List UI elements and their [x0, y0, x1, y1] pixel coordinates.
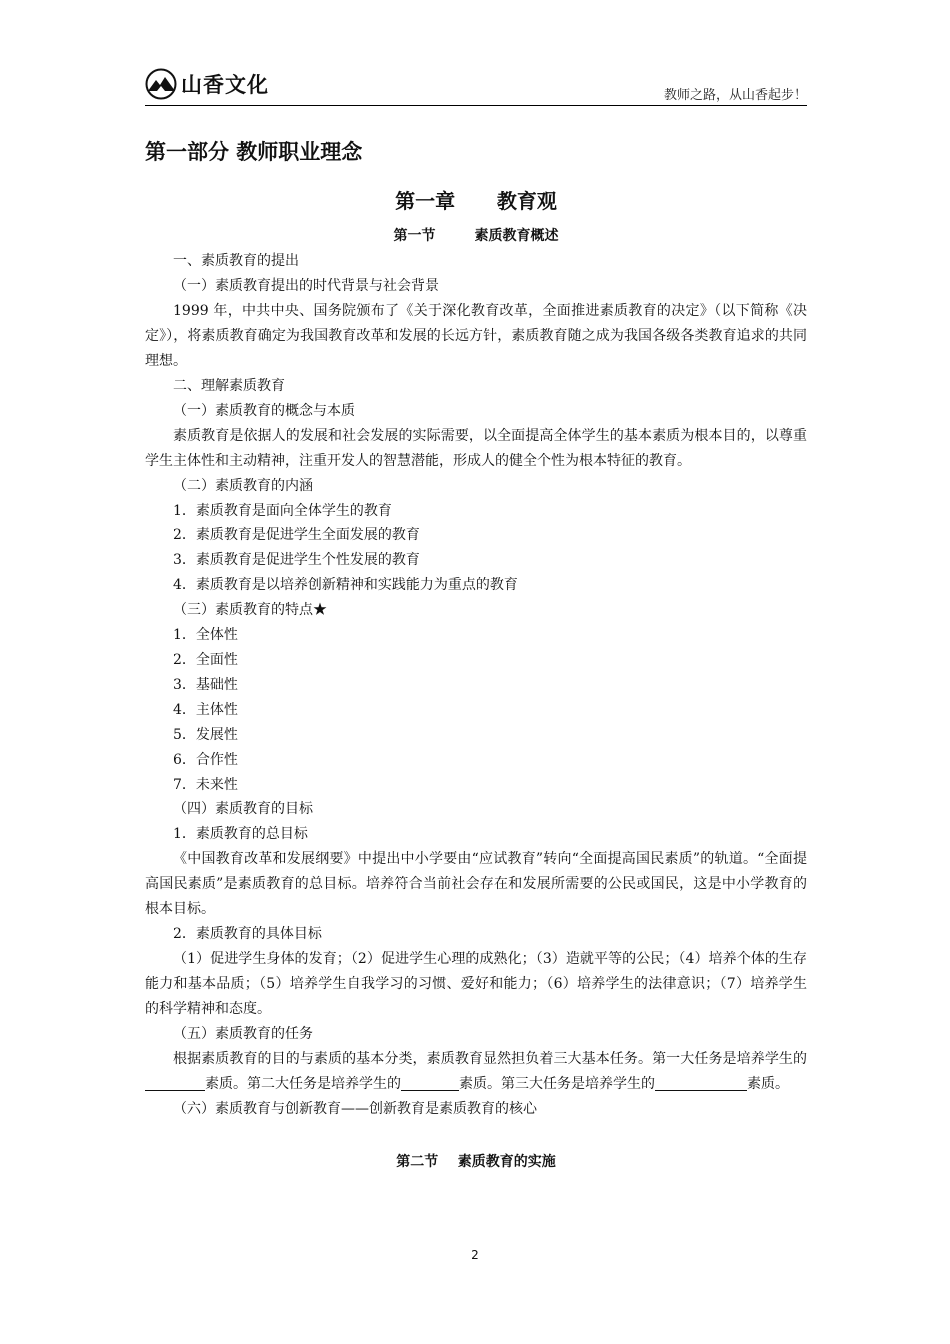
heading-level3: 2．素质教育的具体目标 — [173, 926, 322, 943]
section-title: 第一节 素质教育概述 — [393, 228, 559, 244]
paragraph-text: 根据素质教育的目的与素质的基本分类，素质教育显然担负着三大基本任务。第一大任务是培养学生的 — [173, 1051, 807, 1068]
logo-text: 山香文化 — [181, 73, 269, 97]
section-title: 第二节 素质教育的实施 — [396, 1153, 556, 1170]
document-body — [145, 137, 807, 1175]
list-item: 5．发展性 — [173, 726, 238, 743]
heading-level2: （六）素质教育与创新教育——创新教育是素质教育的核心 — [173, 1101, 537, 1118]
paragraph: （1）促进学生身体的发育；（2）促进学生心理的成熟化；（3）造就平等的公民；（4）培养个体的生存能力和基本品质；（5）培养学生自我学习的习惯、爱好和能力；（6）培养学生的法律意识；（7）培养学生的科学精神和态度。 — [145, 951, 807, 1018]
heading-level1: 一、素质教育的提出 — [173, 253, 299, 269]
paragraph: 《中国教育改革和发展纲要》中提出中小学要由“应试教育”转向“全面提高国民素质”的轨道。“全面提高国民素质”是素质教育的总目标。培养符合当前社会存在和发展所需要的公民或国民，这是中小学教育的根本目标。 — [145, 851, 807, 918]
header-divider — [145, 105, 807, 106]
page-header — [145, 66, 807, 106]
heading-level2: （一）素质教育的概念与本质 — [173, 402, 355, 419]
answer-blank — [145, 1074, 205, 1091]
fill-in-blank-paragraph — [145, 1047, 807, 1097]
paragraph-text: 素质。第二大任务是培养学生的 — [205, 1076, 401, 1093]
list-item: 1．素质教育是面向全体学生的教育 — [173, 502, 392, 519]
list-item: 3．基础性 — [173, 676, 238, 693]
heading-level2: （五）素质教育的任务 — [173, 1026, 313, 1043]
part-title: 第一部分 教师职业理念 — [145, 140, 363, 164]
list-item: 6．合作性 — [173, 751, 238, 768]
paragraph-text: 素质。第三大任务是培养学生的 — [459, 1076, 655, 1093]
paragraph-text: 素质。 — [747, 1076, 789, 1093]
heading-level2: （四）素质教育的目标 — [173, 801, 313, 818]
list-item: 3．素质教育是促进学生个性发展的教育 — [173, 552, 420, 569]
heading-level2: （三）素质教育的特点★ — [173, 602, 327, 619]
list-item: 2．素质教育是促进学生全面发展的教育 — [173, 527, 420, 544]
header-slogan: 教师之路，从山香起步！ — [663, 88, 807, 103]
paragraph: 1999 年，中共中央、国务院颁布了《关于深化教育改革，全面推进素质教育的决定》（以下简称《决定》），将素质教育确定为我国教育改革和发展的长远方针，素质教育随之成为我国各级各类教育追求的共同理想。 — [145, 302, 807, 369]
list-item: 2．全面性 — [173, 651, 238, 668]
list-item: 4．素质教育是以培养创新精神和实践能力为重点的教育 — [173, 577, 518, 594]
list-item: 1．全体性 — [173, 627, 238, 644]
heading-level2: （一）素质教育提出的时代背景与社会背景 — [173, 277, 439, 294]
chapter-title: 第一章 教育观 — [395, 189, 557, 213]
heading-level2: （二）素质教育的内涵 — [173, 477, 313, 494]
answer-blank — [401, 1074, 459, 1091]
answer-blank — [655, 1074, 747, 1091]
paragraph: 素质教育是依据人的发展和社会发展的实际需要，以全面提高全体学生的基本素质为根本目的，以尊重学生主体性和主动精神，注重开发人的智慧潜能，形成人的健全个性为根本特征的教育。 — [145, 427, 807, 469]
heading-level3: 1．素质教育的总目标 — [173, 826, 308, 843]
list-item: 7．未来性 — [173, 776, 238, 793]
mountain-logo-icon — [145, 68, 179, 100]
logo — [145, 68, 269, 100]
heading-level1: 二、理解素质教育 — [173, 377, 285, 394]
list-item: 4．主体性 — [173, 701, 238, 718]
page-number: 2 — [471, 1248, 479, 1262]
